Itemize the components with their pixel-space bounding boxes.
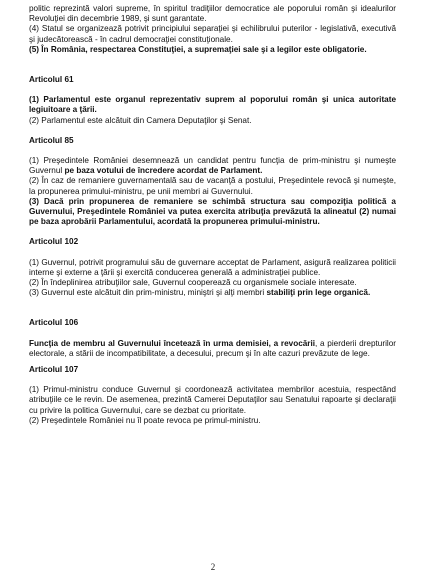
paragraph-5: (5) În România, respectarea Constituţiei, a supremaţiei sale şi a legilor este obligatorie.	[29, 44, 367, 54]
article-102-heading: Articolul 102	[29, 237, 79, 247]
article-102-paragraph-3	[29, 288, 396, 298]
intro-paragraph-continued: politic reprezintă valori supreme, în spiritul tradiţiilor democratice ale poporului român şi idealurilor Revoluţiei din decembrie 1989, şi sunt garantate.	[29, 4, 396, 24]
article-61-heading: Articolul 61	[29, 75, 74, 85]
article-107-paragraph-2: (2) Preşedintele României nu îl poate revoca pe primul-ministru.	[29, 415, 261, 425]
article-106-paragraph	[29, 339, 396, 359]
paragraph-4: (4) Statul se organizează potrivit principiului separaţiei şi echilibrului puterilor - legislativă, executivă şi judecătorească - în cadrul democraţiei constituţionale.	[29, 24, 396, 44]
article-85-heading: Articolul 85	[29, 135, 74, 145]
article-102-paragraph-3-text: (3) Guvernul este alcătuit din prim-ministru, miniştri şi alţi membri	[29, 288, 267, 298]
article-85-paragraph-1-text: (1) Preşedintele României desemnează un candidat pentru funcţia de prim-ministru şi numeşte Guvernul	[29, 156, 396, 176]
article-85-paragraph-3: (3) Dacă prin propunerea de remaniere se schimbă structura sau compoziţia politică a Guvernului, Preşedintele României va putea exercita atribuţia prevăzută la alineatul (2) numai pe baza aprobării Parlamentului, acordată la propunerea primului-ministru.	[29, 196, 396, 227]
article-102-paragraph-1: (1) Guvernul, potrivit programului său de guvernare acceptat de Parlament, asigură realizarea politicii interne şi externe a ţării şi exercită conducerea generală a administraţiei publice.	[29, 257, 396, 277]
article-102-paragraph-3-bold: stabiliţi prin lege organică.	[266, 288, 371, 298]
article-106-heading: Articolul 106	[29, 318, 79, 328]
article-61-paragraph-2: (2) Parlamentul este alcătuit din Camera Deputaţilor şi Senat.	[29, 115, 252, 125]
article-85-paragraph-1-bold: pe baza votului de încredere acordat de Parlament.	[64, 166, 263, 176]
article-61-paragraph-1: (1) Parlamentul este organul reprezentativ suprem al poporului român şi unica autoritate legiuitoare a ţării.	[29, 95, 396, 115]
article-102-paragraph-2: (2) În îndeplinirea atribuţiilor sale, Guvernul cooperează cu organismele sociale interesate.	[29, 278, 357, 288]
article-85-paragraph-1	[29, 156, 396, 176]
article-106-paragraph-bold: Funcţia de membru al Guvernului încetează în urma demisiei, a revocării	[29, 338, 316, 348]
article-107-heading: Articolul 107	[29, 365, 79, 375]
page-number: 2	[210, 562, 216, 572]
article-106-paragraph-text: , a pierderii drepturilor electorale, a stării de incompatibilitate, a decesului, precum şi în alte cazuri prevăzute de lege.	[29, 338, 396, 358]
article-85-paragraph-2: (2) În caz de remaniere guvernamentală sau de vacanţă a postului, Preşedintele revocă şi numeşte, la propunerea primului-ministru, pe unii membri ai Guvernului.	[29, 176, 396, 196]
article-107-paragraph-1: (1) Primul-ministru conduce Guvernul şi coordonează activitatea membrilor acestuia, respectând atribuţiile ce le revin. De asemenea, prezintă Camerei Deputaţilor sau Senatului rapoarte şi declaraţii cu privire la politica Guvernului, care se dezbat cu prioritate.	[29, 385, 396, 415]
